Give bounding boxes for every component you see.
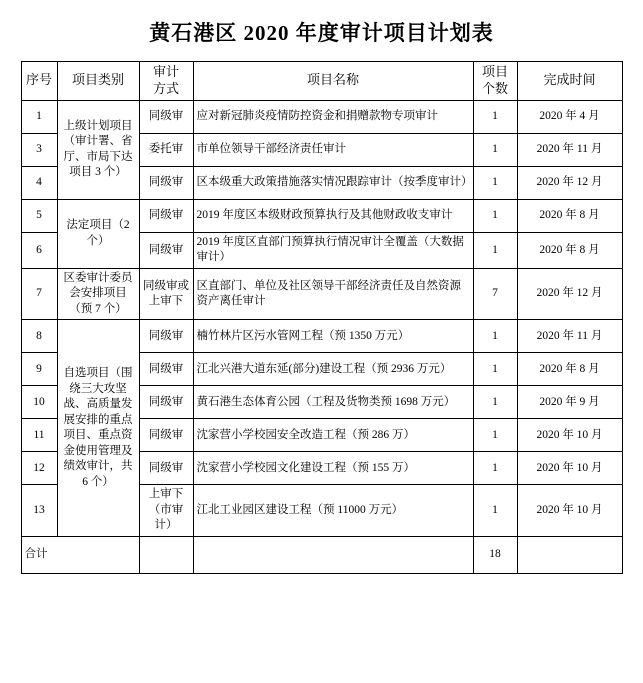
cell-total-name (193, 536, 473, 573)
cell-mode: 委托审 (139, 133, 193, 166)
cell-date: 2020 年 11 月 (517, 320, 622, 353)
table-body (21, 100, 622, 573)
cell-mode: 同级审 (139, 232, 193, 268)
cell-seq: 8 (21, 320, 57, 353)
cell-count: 1 (473, 320, 517, 353)
cell-date: 2020 年 9 月 (517, 386, 622, 419)
cell-date: 2020 年 8 月 (517, 232, 622, 268)
cell-total-date (517, 536, 622, 573)
cell-category: 法定项目（2 个） (57, 199, 139, 268)
cell-date: 2020 年 4 月 (517, 100, 622, 133)
column-header-count-line1: 项目 (481, 64, 508, 79)
table-header-row (21, 62, 622, 101)
cell-name: 区本级重大政策措施落实情况跟踪审计（按季度审计） (193, 166, 473, 199)
cell-category: 上级计划项目（审计署、省厅、市局下达项目 3 个） (57, 100, 139, 199)
cell-seq: 1 (21, 100, 57, 133)
cell-seq: 9 (21, 353, 57, 386)
column-header-count-line2: 个数 (481, 80, 508, 96)
cell-date: 2020 年 8 月 (517, 353, 622, 386)
cell-mode: 同级审 (139, 353, 193, 386)
cell-count: 1 (473, 353, 517, 386)
cell-category: 区委审计委员会安排项目（预 7 个） (57, 268, 139, 320)
cell-name: 2019 年度区本级财政预算执行及其他财政收支审计 (193, 199, 473, 232)
table-total-row (21, 536, 622, 573)
cell-name: 黄石港生态体育公园（工程及货物类预 1698 万元） (193, 386, 473, 419)
column-header-mode-line2: 方式 (152, 80, 179, 96)
cell-total-label: 合计 (21, 536, 139, 573)
cell-count: 1 (473, 133, 517, 166)
cell-name: 2019 年度区直部门预算执行情况审计全覆盖（大数据审计） (193, 232, 473, 268)
cell-count: 1 (473, 100, 517, 133)
cell-category: 自选项目（围绕三大攻坚战、高质量发展安排的重点项目、重点资金使用管理及绩效审计，共 6 个） (57, 320, 139, 537)
table-row (21, 100, 622, 133)
cell-seq: 6 (21, 232, 57, 268)
cell-total-count: 18 (473, 536, 517, 573)
cell-date: 2020 年 8 月 (517, 199, 622, 232)
cell-seq: 11 (21, 419, 57, 452)
cell-name: 江北兴港大道东延(部分)建设工程（预 2936 万元） (193, 353, 473, 386)
cell-date: 2020 年 12 月 (517, 166, 622, 199)
cell-mode: 同级审 (139, 419, 193, 452)
cell-name: 江北工业园区建设工程（预 11000 万元） (193, 485, 473, 537)
table-row (21, 199, 622, 232)
cell-count: 1 (473, 386, 517, 419)
column-header-mode (139, 62, 193, 101)
page-title: 黄石港区 2020 年度审计项目计划表 (149, 21, 494, 45)
cell-mode: 同级审 (139, 452, 193, 485)
cell-name: 应对新冠肺炎疫情防控资金和捐赠款物专项审计 (193, 100, 473, 133)
cell-seq: 10 (21, 386, 57, 419)
cell-date: 2020 年 10 月 (517, 452, 622, 485)
cell-name: 区直部门、单位及社区领导干部经济责任及自然资源资产离任审计 (193, 268, 473, 320)
cell-seq: 5 (21, 199, 57, 232)
cell-mode: 同级审 (139, 320, 193, 353)
cell-mode: 同级审 (139, 386, 193, 419)
cell-count: 1 (473, 419, 517, 452)
cell-date: 2020 年 11 月 (517, 133, 622, 166)
cell-mode: 同级审 (139, 199, 193, 232)
cell-seq: 3 (21, 133, 57, 166)
table-row (21, 268, 622, 320)
column-header-category: 项目类别 (57, 62, 139, 101)
cell-date: 2020 年 12 月 (517, 268, 622, 320)
cell-mode: 同级审 (139, 100, 193, 133)
cell-date: 2020 年 10 月 (517, 485, 622, 537)
column-header-date: 完成时间 (517, 62, 622, 101)
cell-name: 市单位领导干部经济责任审计 (193, 133, 473, 166)
column-header-mode-line1: 审计 (152, 64, 179, 79)
cell-date: 2020 年 10 月 (517, 419, 622, 452)
cell-seq: 7 (21, 268, 57, 320)
cell-seq: 4 (21, 166, 57, 199)
cell-count: 1 (473, 232, 517, 268)
cell-count: 7 (473, 268, 517, 320)
cell-count: 1 (473, 166, 517, 199)
cell-mode: 同级审 (139, 166, 193, 199)
column-header-count (473, 62, 517, 101)
cell-seq: 13 (21, 485, 57, 537)
table-row (21, 320, 622, 353)
column-header-seq: 序号 (21, 62, 57, 101)
table-header (21, 62, 622, 101)
column-header-name: 项目名称 (193, 62, 473, 101)
cell-count: 1 (473, 485, 517, 537)
cell-count: 1 (473, 199, 517, 232)
cell-name: 楠竹林片区污水管网工程（预 1350 万元） (193, 320, 473, 353)
cell-mode: 上审下（市审计） (139, 485, 193, 537)
cell-name: 沈家营小学校园文化建设工程（预 155 万） (193, 452, 473, 485)
cell-total-mode (139, 536, 193, 573)
cell-name: 沈家营小学校园安全改造工程（预 286 万） (193, 419, 473, 452)
cell-mode: 同级审或上审下 (139, 268, 193, 320)
cell-count: 1 (473, 452, 517, 485)
audit-plan-table (21, 61, 623, 574)
cell-seq: 12 (21, 452, 57, 485)
